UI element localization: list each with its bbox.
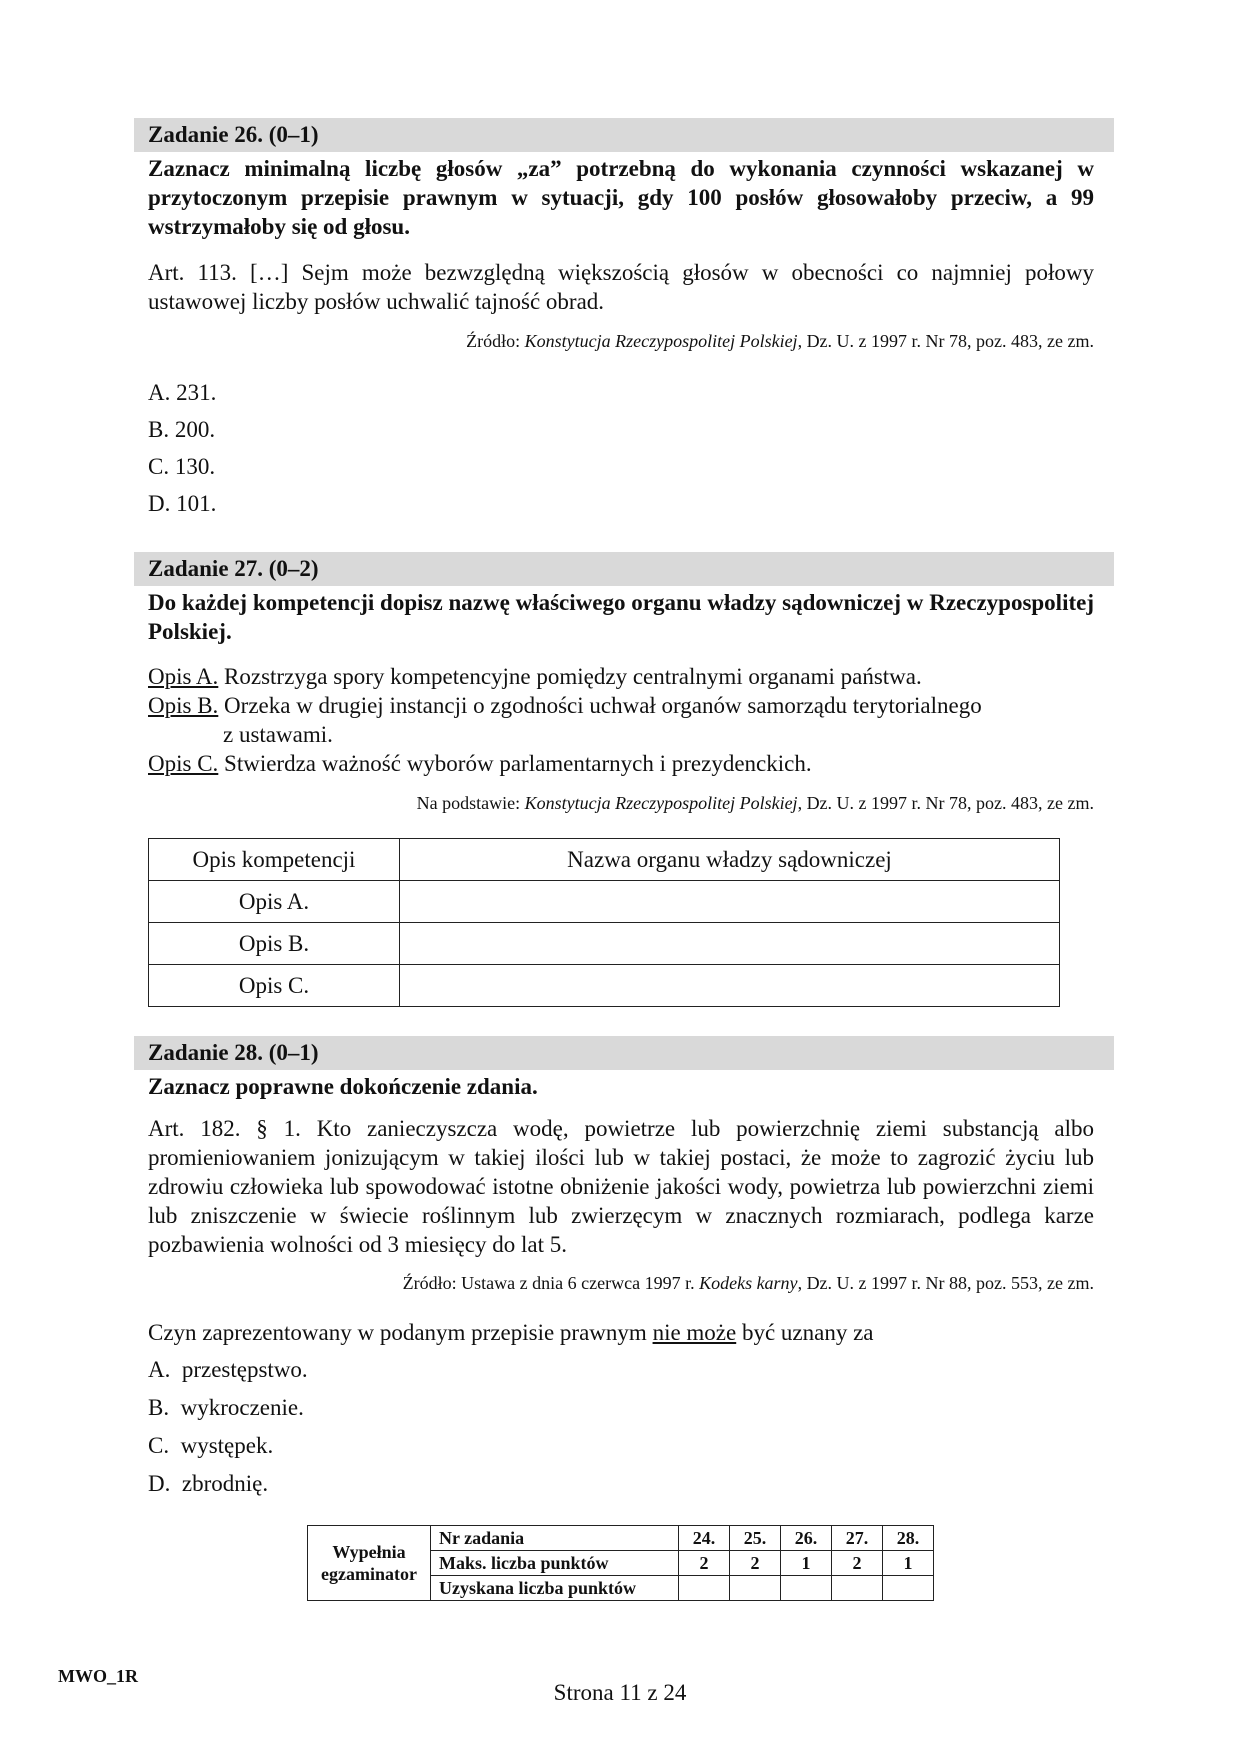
examiner-score-table xyxy=(307,1525,934,1601)
source-title: Kodeks karny xyxy=(699,1273,798,1293)
table-row xyxy=(149,881,1060,923)
source-suffix: , Dz. U. z 1997 r. Nr 88, poz. 553, ze zm. xyxy=(797,1273,1094,1293)
opis-c-text: Stwierdza ważność wyborów parlamentarnych i prezydenckich. xyxy=(218,751,812,776)
max-points-25: 2 xyxy=(730,1551,781,1576)
opis-a xyxy=(148,662,1094,691)
task-28-option-c[interactable]: C. występek. xyxy=(148,1433,274,1458)
max-points-27: 2 xyxy=(832,1551,883,1576)
answer-field-opis-a[interactable] xyxy=(400,881,1060,923)
stem-before: Czyn zaprezentowany w podanym przepisie prawnym xyxy=(148,1320,653,1345)
max-points-26: 1 xyxy=(781,1551,832,1576)
task-number-24: 24. xyxy=(679,1526,730,1551)
task-26-option-c[interactable]: C. 130. xyxy=(148,454,216,479)
task-28-stem xyxy=(148,1318,1094,1347)
task-28-quote: Art. 182. § 1. Kto zanieczyszcza wodę, powietrze lub powierzchnię ziemi substancją albo promieniowaniem jonizującym w takiej ilości lub w takiej postaci, że może to zagrozić życiu lub zdrowiu człowieka lub spowodować istotne obniżenie jakości wody, powietrza lub powierzchni ziemi lub zniszczenie w świecie roślinnym lub zwierzęcym w znacznych rozmiarach, podlega karze pozbawienia wolności od 3 miesięcy do lat 5. xyxy=(148,1116,1094,1257)
score-row-task-numbers xyxy=(308,1526,934,1551)
task-27-instruction: Do każdej kompetencji dopisz nazwę właściwego organu władzy sądowniczej w Rzeczypospolitej Polskiej. xyxy=(148,590,1094,644)
table-row xyxy=(149,923,1060,965)
table-row xyxy=(149,965,1060,1007)
col-header-organ: Nazwa organu władzy sądowniczej xyxy=(400,839,1060,881)
opis-b-text: Orzeka w drugiej instancji o zgodności uchwał organów samorządu terytorialnego xyxy=(218,693,982,718)
source-suffix: , Dz. U. z 1997 r. Nr 78, poz. 483, ze zm. xyxy=(797,331,1094,351)
opis-b-continuation: z ustawami. xyxy=(223,722,333,747)
task-28-option-b[interactable]: B. wykroczenie. xyxy=(148,1395,304,1420)
opis-b xyxy=(148,691,1094,749)
task-26-option-d[interactable]: D. 101. xyxy=(148,491,217,516)
row-label-obtained-points: Uzyskana liczba punktów xyxy=(431,1576,679,1601)
task-26-quote: Art. 113. […] Sejm może bezwzględną większością głosów w obecności co najmniej połowy ustawowej liczby posłów uchwalić tajność obrad. xyxy=(148,260,1094,314)
source-suffix: , Dz. U. z 1997 r. Nr 78, poz. 483, ze zm. xyxy=(797,793,1094,813)
obtained-points-24[interactable] xyxy=(679,1576,730,1601)
answer-field-opis-b[interactable] xyxy=(400,923,1060,965)
table-header-row xyxy=(149,839,1060,881)
task-number-25: 25. xyxy=(730,1526,781,1551)
source-prefix: Źródło: xyxy=(466,331,525,351)
answer-field-opis-c[interactable] xyxy=(400,965,1060,1007)
source-title: Konstytucja Rzeczypospolitej Polskiej xyxy=(524,331,798,351)
row-label-max-points: Maks. liczba punktów xyxy=(431,1551,679,1576)
obtained-points-25[interactable] xyxy=(730,1576,781,1601)
stem-after: być uznany za xyxy=(736,1320,874,1345)
obtained-points-26[interactable] xyxy=(781,1576,832,1601)
max-points-24: 2 xyxy=(679,1551,730,1576)
source-prefix: Na podstawie: xyxy=(416,793,525,813)
opis-c-label: Opis C. xyxy=(148,751,219,776)
page-number: Strona 11 z 24 xyxy=(553,1680,687,1705)
task-28-instruction: Zaznacz poprawne dokończenie zdania. xyxy=(148,1074,538,1099)
competence-table xyxy=(148,838,1060,1007)
obtained-points-27[interactable] xyxy=(832,1576,883,1601)
opis-a-text: Rozstrzyga spory kompetencyjne pomiędzy centralnymi organami państwa. xyxy=(218,664,922,689)
task-27-header: Zadanie 27. (0–2) xyxy=(134,552,1114,586)
obtained-points-28[interactable] xyxy=(883,1576,934,1601)
task-26-instruction: Zaznacz minimalną liczbę głosów „za” potrzebną do wykonania czynności wskazanej w przytoczonym przepisie prawnym w sytuacji, gdy 100 posłów głosowałoby przeciw, a 99 wstrzymałoby się od głosu. xyxy=(148,156,1094,239)
task-28-source xyxy=(403,1272,1094,1294)
opis-b-label: Opis B. xyxy=(148,693,219,718)
task-28-header: Zadanie 28. (0–1) xyxy=(134,1036,1114,1070)
exam-code: MWO_1R xyxy=(58,1666,138,1686)
max-points-28: 1 xyxy=(883,1551,934,1576)
task-28-option-d[interactable]: D. zbrodnię. xyxy=(148,1471,269,1496)
task-number-26: 26. xyxy=(781,1526,832,1551)
task-28-option-a[interactable]: A. przestępstwo. xyxy=(148,1357,308,1382)
task-26-option-a[interactable]: A. 231. xyxy=(148,380,217,405)
row-label-task-number: Nr zadania xyxy=(431,1526,679,1551)
task-26-header: Zadanie 26. (0–1) xyxy=(134,118,1114,152)
opis-c xyxy=(148,749,1094,778)
col-header-competence: Opis kompetencji xyxy=(149,839,400,881)
task-26-source xyxy=(466,330,1094,352)
row-label-opis-a: Opis A. xyxy=(149,881,400,923)
task-27-descriptions xyxy=(148,662,1094,778)
source-prefix: Źródło: Ustawa z dnia 6 czerwca 1997 r. xyxy=(402,1273,700,1293)
task-number-27: 27. xyxy=(832,1526,883,1551)
row-label-opis-b: Opis B. xyxy=(149,923,400,965)
examiner-label: Wypełnia egzaminator xyxy=(308,1526,431,1601)
task-26-option-b[interactable]: B. 200. xyxy=(148,417,216,442)
stem-underlined: nie może xyxy=(652,1320,737,1345)
task-number-28: 28. xyxy=(883,1526,934,1551)
opis-a-label: Opis A. xyxy=(148,664,219,689)
row-label-opis-c: Opis C. xyxy=(149,965,400,1007)
source-title: Konstytucja Rzeczypospolitej Polskiej xyxy=(524,793,798,813)
task-27-source xyxy=(417,792,1094,814)
